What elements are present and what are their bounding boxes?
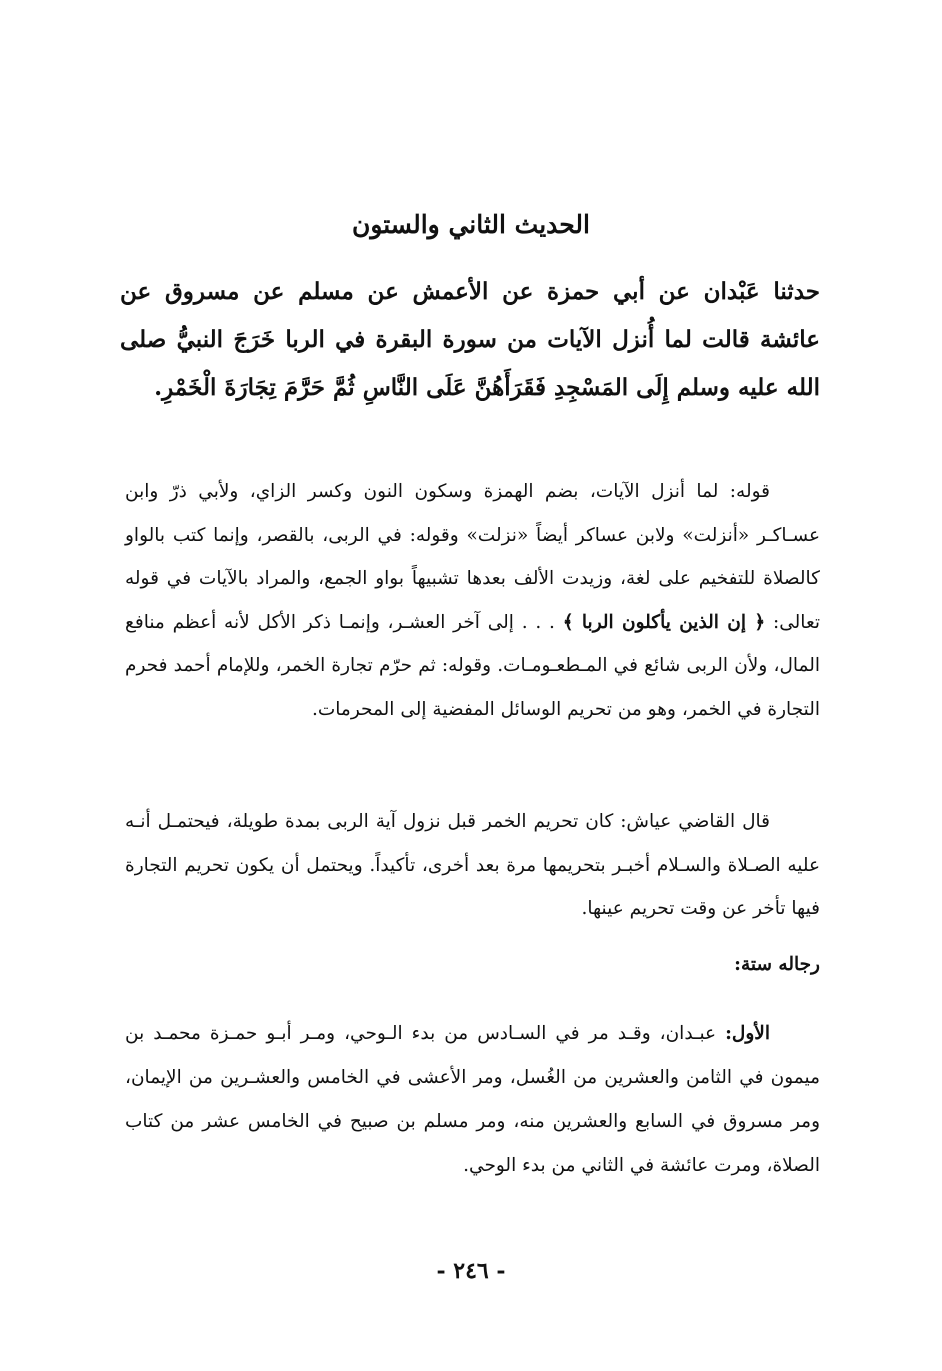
hadith-title: الحديث الثاني والستون xyxy=(351,210,590,239)
commentary-text-b: . . . إلى آخر العشـر، وإنمـا ذكر الأكل لأنه أعظم منافع المال، ولأن الربى شائع في المـطعـومـات. وقوله: ثم حرّم تجارة الخمر، وللإمام أحمد فحرم التجارة في الخمر، وهو من تحريم الوسائل المفضية إلى المحرمات. xyxy=(125,611,820,720)
rijal-text: عبـدان، وقـد مر في السـادس من بدء الـوحي، ومـر أبـو حمـزة محمـد بن ميمون في الثامن والعشرين من الغُسل، ومر الأعشى في الخامس والعشـرين من الإيمان، ومر مسروق في السابع والعشرين منه، ومر مسلم بن صبيح في الخامس عشر من كتاب الصلاة، ومرت عائشة في الثاني من بدء الوحي. xyxy=(125,1023,820,1176)
commentary-paragraph-1 xyxy=(125,470,820,731)
rijal-lead: الأول: xyxy=(725,1023,770,1044)
quran-quote: ﴿ إن الذين يأكلون الربا ﴾ xyxy=(562,611,766,633)
page-number: - ٢٤٦ - xyxy=(436,1258,506,1284)
commentary-text-a: قوله: لما أنزل الآيات، بضم الهمزة وسكون النون وكسر الزاي، ولأبي ذرّ وابن عسـاكـر «أنزلت» ولابن عساكر أيضاً «نزلت» وقوله: في الربى، بالقصر، وإنما كتب بالواو كالصلاة للتفخيم على لغة، وزيدت الألف بعدها تشبيهاً بواو الجمع، والمراد بالآيات في قوله تعالى: xyxy=(125,481,821,633)
hadith-text: حدثنا عَبْدان عن أبي حمزة عن الأعمش عن مسلم عن مسروق عن عائشة قالت لما أُنزل الآيات من سورة البقرة في الربا خَرَجَ النبيُّ صلى الله عليه وسلم إِلَى المَسْجِدِ فَقَرَأَهُنَّ عَلَى النَّاسِ ثُمَّ حَرَّمَ تِجَارَةَ الْخَمْرِ. xyxy=(120,278,820,401)
rijal-paragraph xyxy=(125,1012,820,1188)
commentary-paragraph-2: قال القاضي عياش: كان تحريم الخمر قبل نزول آية الربى بمدة طويلة، فيحتمـل أنـه عليه الصـلاة والسـلام أخبـر بتحريمها مرة بعد أخرى، تأكيداً. ويحتمل أن يكون تحريم التجارة فيها تأخر عن وقت تحريم عينها. xyxy=(125,811,820,919)
rijal-heading: رجاله ستة: xyxy=(734,954,820,975)
